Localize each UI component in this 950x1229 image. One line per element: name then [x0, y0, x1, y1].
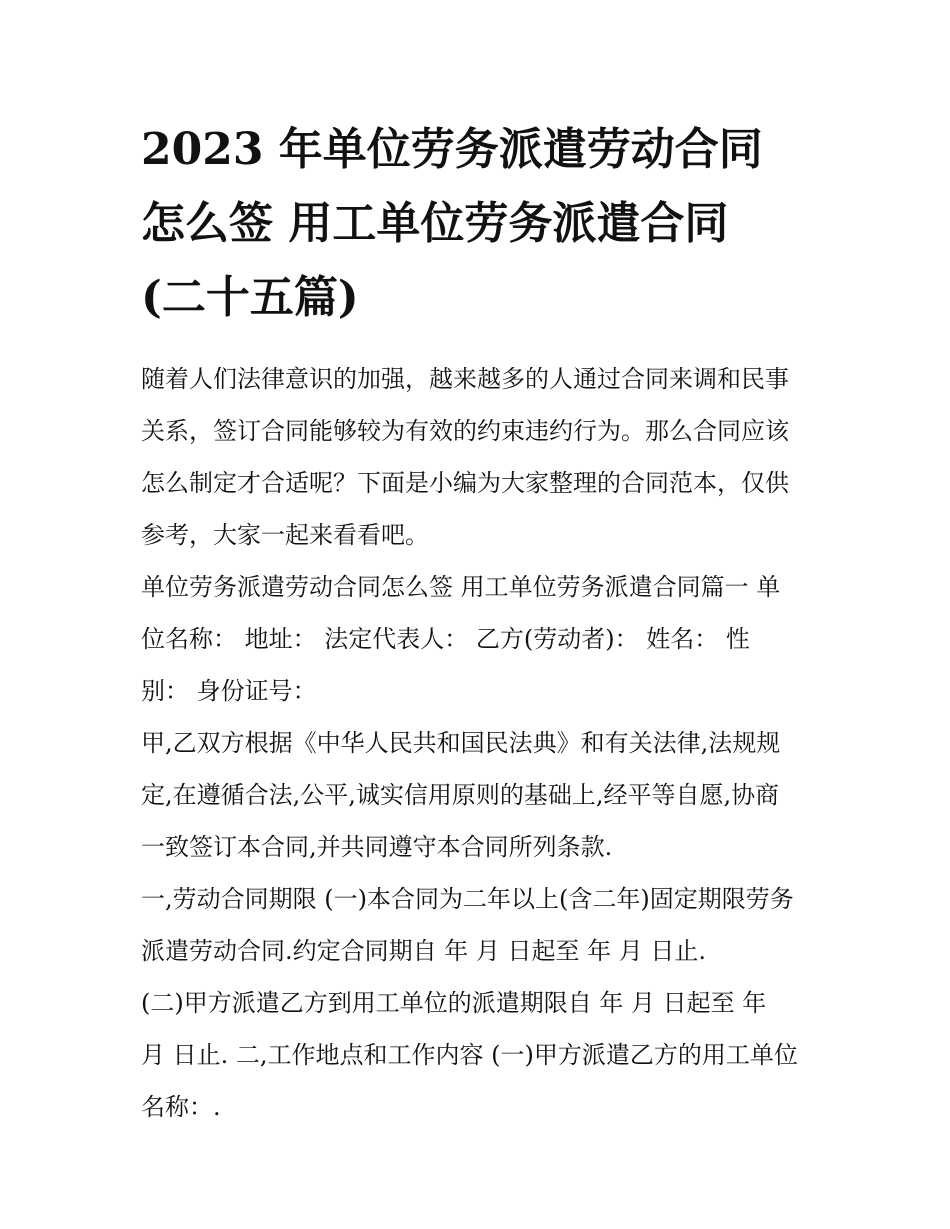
- title-line: 2023 年单位劳务派遣劳动合同: [141, 124, 763, 175]
- body-line: (二)甲方派遣乙方到用工单位的派遣期限自 年 月 日起至 年: [141, 989, 767, 1017]
- body-line: 随着人们法律意识的加强，越来越多的人通过合同来调和民事: [141, 365, 789, 393]
- title-line: 怎么签 用工单位劳务派遣合同: [141, 198, 729, 249]
- body-line: 定,在遵循合法,公平,诚实信用原则的基础上,经平等自愿,协商: [141, 781, 780, 809]
- title-line: (二十五篇): [141, 272, 359, 323]
- body-line: 名称：.: [141, 1093, 221, 1121]
- document-title: [141, 113, 813, 335]
- body-line: 位名称： 地址： 法定代表人： 乙方(劳动者)： 姓名： 性: [141, 625, 750, 653]
- body-line: 甲,乙双方根据《中华人民共和国民法典》和有关法律,法规规: [141, 729, 781, 757]
- body-line: 参考，大家一起来看看吧。: [141, 521, 429, 549]
- body-line: 关系，签订合同能够较为有效的约束违约行为。那么合同应该: [141, 417, 789, 445]
- body-line: 怎么制定才合适呢？下面是小编为大家整理的合同范本，仅供: [141, 469, 789, 497]
- body-line: 单位劳务派遣劳动合同怎么签 用工单位劳务派遣合同篇一 单: [141, 573, 781, 601]
- body-line: 派遣劳动合同.约定合同期自 年 月 日起至 年 月 日止.: [141, 937, 707, 965]
- body-line: 一,劳动合同期限 (一)本合同为二年以上(含二年)固定期限劳务: [141, 885, 794, 913]
- body-line: 别： 身份证号：: [141, 677, 317, 705]
- body-line: 一致签订本合同,并共同遵守本合同所列条款.: [141, 833, 613, 861]
- document-body: [141, 353, 813, 1133]
- body-line: 月 日止. 二,工作地点和工作内容 (一)甲方派遣乙方的用工单位: [141, 1041, 798, 1069]
- document-page: [141, 113, 813, 1133]
